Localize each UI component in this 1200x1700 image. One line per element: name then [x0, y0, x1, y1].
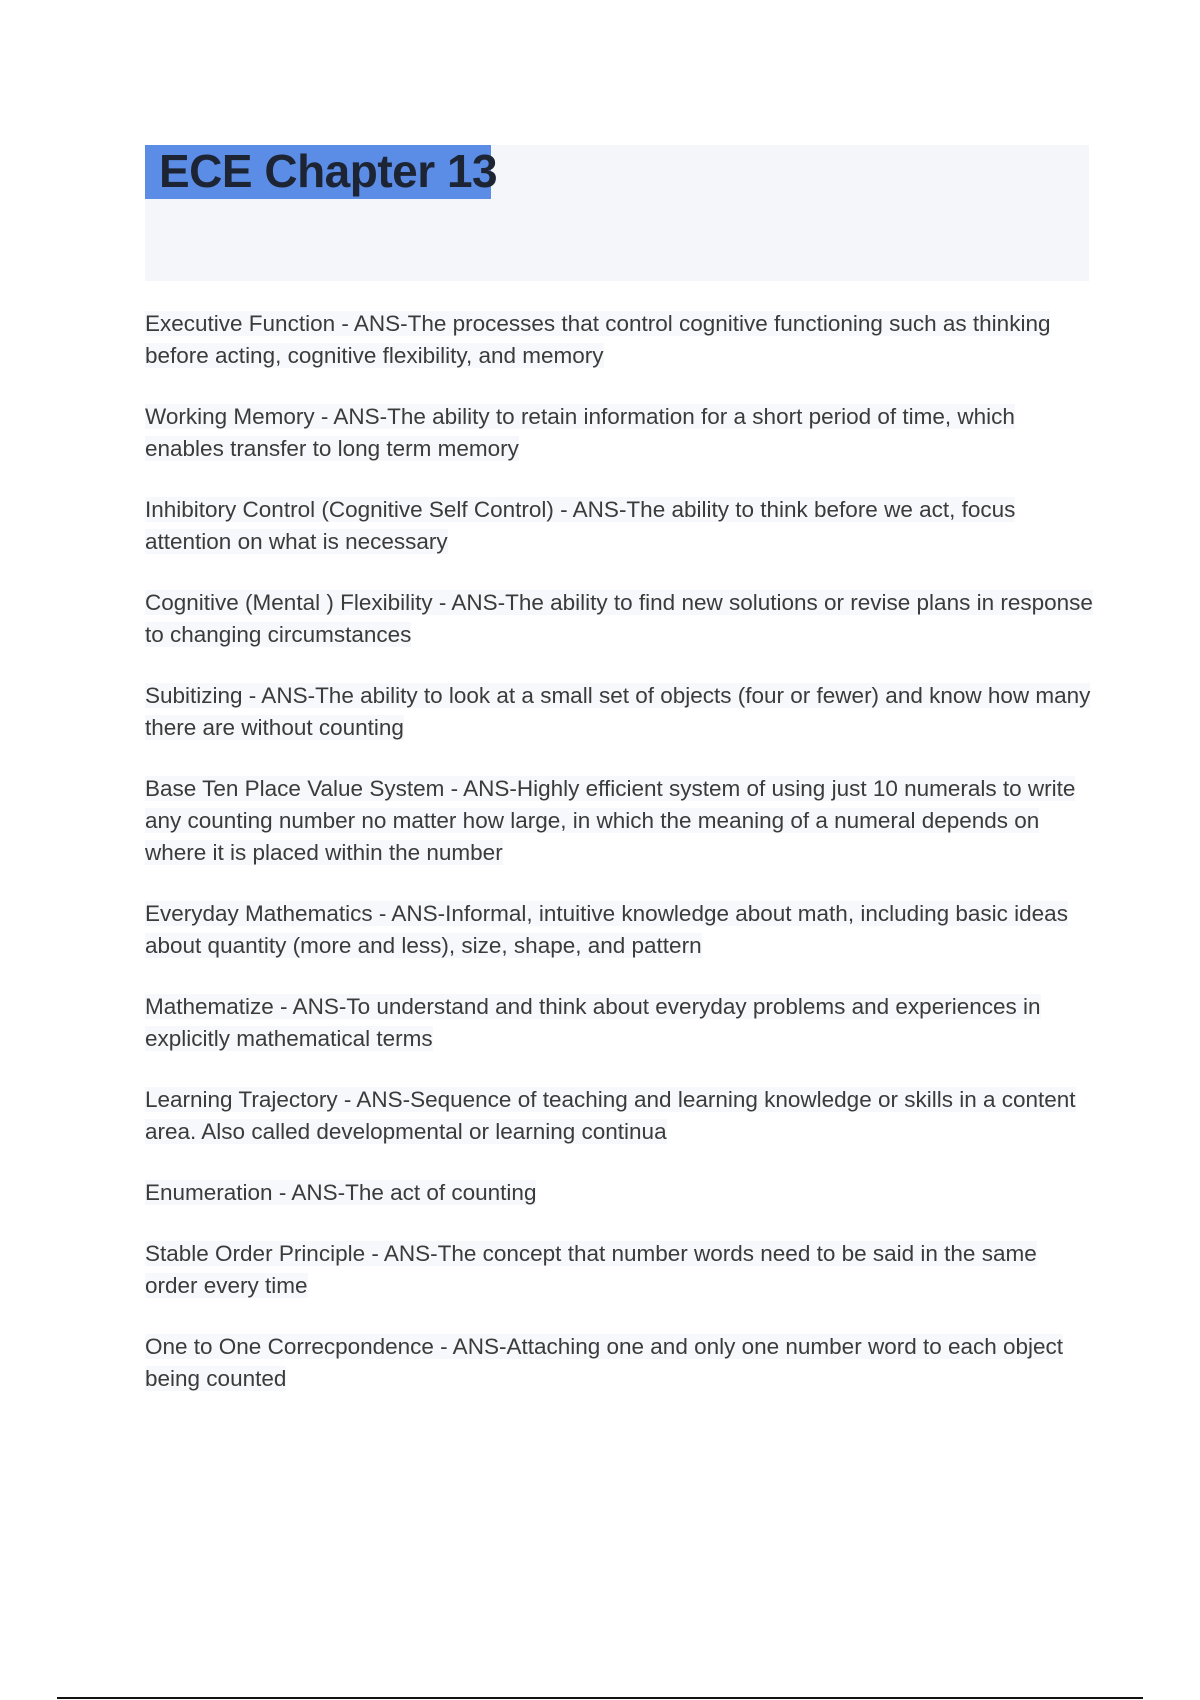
definition-text: Base Ten Place Value System - ANS-Highly efficient system of using just 10 numerals to write any counting number no matter how large, in which the meaning of a numeral depends on where it is placed within the number [145, 776, 1076, 865]
definition-list [145, 308, 1095, 1424]
definition-item [145, 587, 1095, 651]
page-bottom-rule [57, 1697, 1143, 1699]
definition-text: Mathematize - ANS-To understand and think about everyday problems and experiences in explicitly mathematical terms [145, 994, 1041, 1051]
definition-text: Everyday Mathematics - ANS-Informal, intuitive knowledge about math, including basic ideas about quantity (more and less), size, shape, and pattern [145, 901, 1068, 958]
definition-item [145, 1331, 1095, 1395]
definition-item [145, 308, 1095, 372]
definition-item [145, 680, 1095, 744]
definition-text: Learning Trajectory - ANS-Sequence of teaching and learning knowledge or skills in a content area. Also called developmental or learning continua [145, 1087, 1076, 1144]
definition-text: Stable Order Principle - ANS-The concept that number words need to be said in the same order every time [145, 1241, 1037, 1298]
definition-text: Working Memory - ANS-The ability to retain information for a short period of time, which enables transfer to long term memory [145, 404, 1015, 461]
definition-text: Enumeration - ANS-The act of counting [145, 1180, 537, 1205]
definition-item [145, 773, 1095, 869]
definition-text: Cognitive (Mental ) Flexibility - ANS-The ability to find new solutions or revise plans in response to changing circumstances [145, 590, 1093, 647]
title-block [145, 145, 1089, 281]
definition-item [145, 991, 1095, 1055]
definition-text: Inhibitory Control (Cognitive Self Control) - ANS-The ability to think before we act, focus attention on what is necessary [145, 497, 1016, 554]
definition-item [145, 1084, 1095, 1148]
definition-item [145, 898, 1095, 962]
page-title[interactable]: ECE Chapter 13 [145, 145, 491, 199]
definition-item [145, 1238, 1095, 1302]
definition-item [145, 1177, 1095, 1209]
definition-item [145, 401, 1095, 465]
definition-text: Executive Function - ANS-The processes that control cognitive functioning such as thinking before acting, cognitive flexibility, and memory [145, 311, 1051, 368]
definition-item [145, 494, 1095, 558]
definition-text: Subitizing - ANS-The ability to look at a small set of objects (four or fewer) and know how many there are without counting [145, 683, 1091, 740]
definition-text: One to One Correcpondence - ANS-Attaching one and only one number word to each object being counted [145, 1334, 1064, 1391]
